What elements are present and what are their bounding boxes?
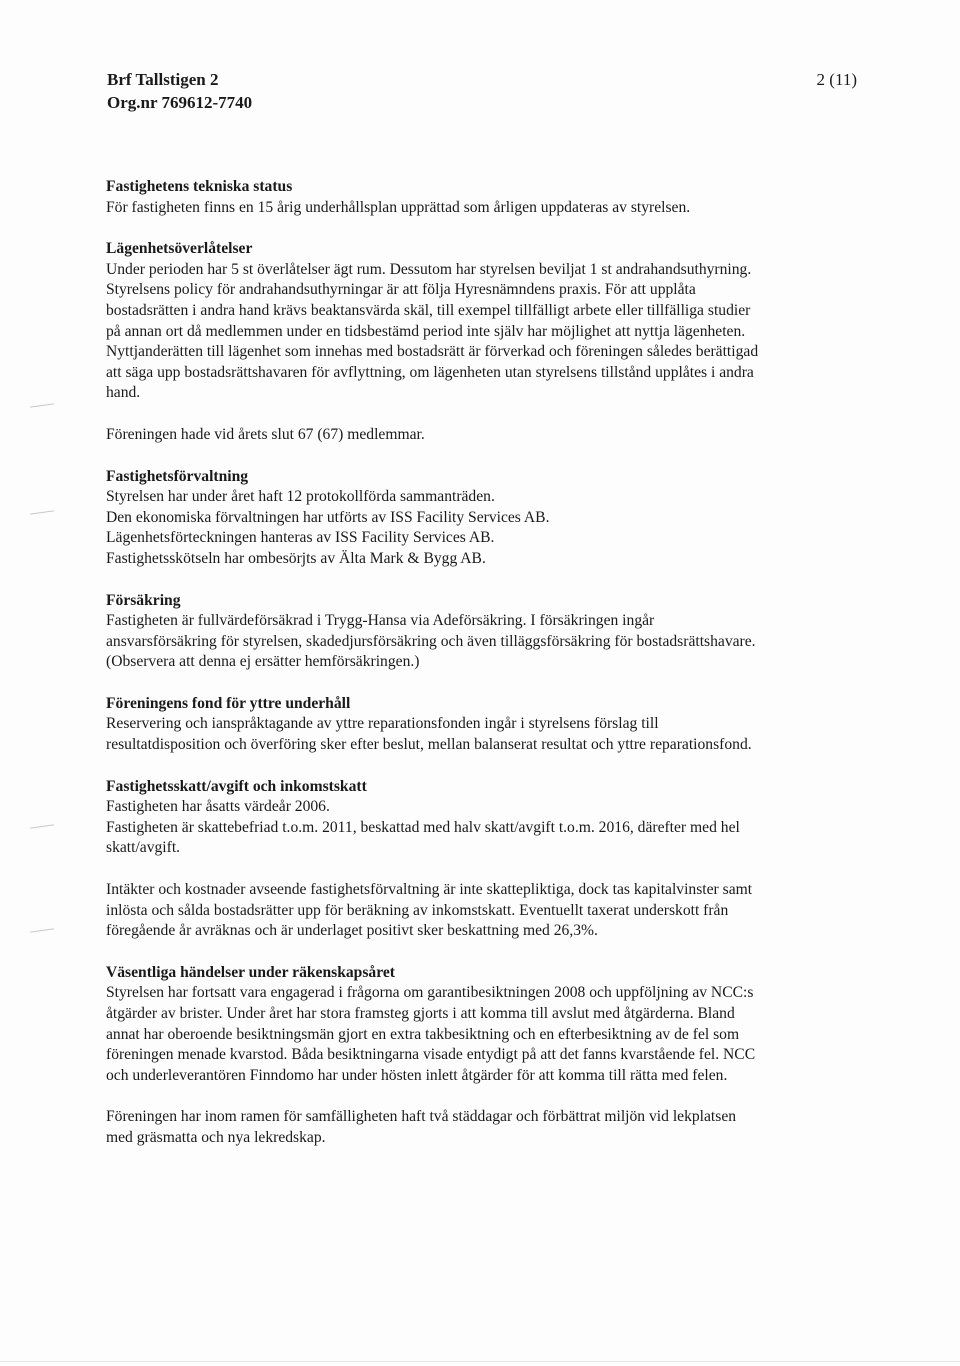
section-text: Föreningen hade vid årets slut 67 (67) medlemmar. bbox=[106, 425, 425, 443]
section-transfers bbox=[106, 239, 866, 404]
section-heading: Lägenhetsöverlåtelser bbox=[106, 240, 253, 258]
section-maintenance-fund bbox=[106, 694, 866, 756]
section-text: För fastigheten finns en 15 årig underhållsplan upprättad som årligen uppdateras av styrelsen. bbox=[106, 198, 691, 216]
section-heading: Väsentliga händelser under räkenskapsåret bbox=[106, 963, 395, 981]
section-insurance bbox=[106, 591, 866, 673]
section-heading: Fastighetens tekniska status bbox=[106, 178, 293, 195]
section-management bbox=[106, 467, 866, 570]
scan-edge-mark bbox=[30, 928, 54, 932]
section-income-tax bbox=[106, 880, 866, 942]
section-heading: Föreningens fond för yttre underhåll bbox=[106, 694, 351, 712]
scan-edge-mark bbox=[30, 824, 54, 828]
section-text: Styrelsen har fortsatt vara engagerad i frågorna om garantibesiktningen 2008 och uppföljning av NCC:s åtgärder av brister. Under året har stora framsteg gjorts i att komma till avslut med åtgärderna. Bland annat har oberoende besiktningsmän gjort en extra takbesiktning och en efterbesiktning av de fel som föreningen menade kvarstod. Båda besiktningarna visade entydigt på att det fanns kvarstående fel. NCC och underleverantören Finndomo har under hösten inlett åtgärder för att komma till rätta med felen. bbox=[106, 984, 756, 1084]
section-property-tax bbox=[106, 777, 866, 859]
section-text: Intäkter och kostnader avseende fastighetsförvaltning är inte skattepliktiga, dock tas kapitalvinster samt inlösta och sålda bostadsrätter upp för beräkning av inkomstskatt. Eventuellt taxerat underskott från föregående år avräknas och är underlaget positivt sker beskattning med 26,3%. bbox=[106, 881, 753, 940]
page-header bbox=[107, 68, 857, 114]
section-members bbox=[106, 425, 866, 446]
document-body bbox=[106, 177, 866, 1149]
section-text: Fastigheten är fullvärdeförsäkrad i Trygg-Hansa via Adeförsäkring. I försäkringen ingår ansvarsförsäkring för styrelsen, skadedjursförsäkring och även tilläggsförsäkring för bostadsrättshavare. (Observera att denna ej ersätter hemförsäkringen.) bbox=[106, 612, 756, 671]
section-text: Föreningen har inom ramen för samfälligheten haft två städdagar och förbättrat miljön vid lekplatsen med gräsmatta och nya lekredskap. bbox=[106, 1108, 737, 1146]
section-common-area bbox=[106, 1107, 866, 1148]
org-number: Org.nr 769612-7740 bbox=[107, 93, 253, 112]
section-text: Under perioden har 5 st överlåtelser ägt rum. Dessutom har styrelsen beviljat 1 st andrahandsuthyrning. Styrelsens policy för andrahandsuthyrningar är att följa Hyresnämndens praxis. För att upplåta bostadsrätten i andra hand krävs beaktansvärda skäl, till exempel tillfälligt arbete eller tillfälliga studier på annan ort då medlemmen under en tidsbestämd period inte själv har möjlighet att nyttja lägenheten. Nyttjanderätten till lägenhet som innehas med bostadsrätt är förverkad och föreningen således berättigad att säga upp bostadsrättshavaren för avflyttning, om lägenheten utan styrelsens tillstånd upplåtes i andra hand. bbox=[106, 260, 759, 402]
section-text: Styrelsen har under året haft 12 protokollförda sammanträden. Den ekonomiska förvaltningen har utförts av ISS Facility Services AB. Lägenhetsförteckningen hanteras av ISS Facility Services AB. Fastighetsskötseln har ombesörjts av Älta Mark & Bygg AB. bbox=[106, 488, 550, 567]
section-technical-status bbox=[106, 177, 866, 218]
section-heading: Fastighetsskatt/avgift och inkomstskatt bbox=[106, 777, 367, 795]
section-heading: Försäkring bbox=[106, 591, 181, 609]
org-name: Brf Tallstigen 2 bbox=[107, 70, 219, 89]
section-text: Reservering och ianspråktagande av yttre reparationsfonden ingår i styrelsens förslag till resultatdisposition och överföring sker efter beslut, mellan balanserat resultat och yttre reparationsfond. bbox=[106, 715, 752, 754]
section-text: Fastigheten har åsatts värdeår 2006. Fastigheten är skattebefriad t.o.m. 2011, beskattad med halv skatt/avgift t.o.m. 2016, därefter med hel skatt/avgift. bbox=[106, 798, 740, 857]
scan-edge-mark bbox=[30, 403, 54, 407]
page-number: 2 (11) bbox=[816, 70, 857, 89]
scan-edge-mark bbox=[30, 510, 54, 514]
section-significant-events bbox=[106, 963, 866, 1087]
section-heading: Fastighetsförvaltning bbox=[106, 467, 249, 485]
scan-bottom-edge bbox=[0, 1361, 960, 1362]
